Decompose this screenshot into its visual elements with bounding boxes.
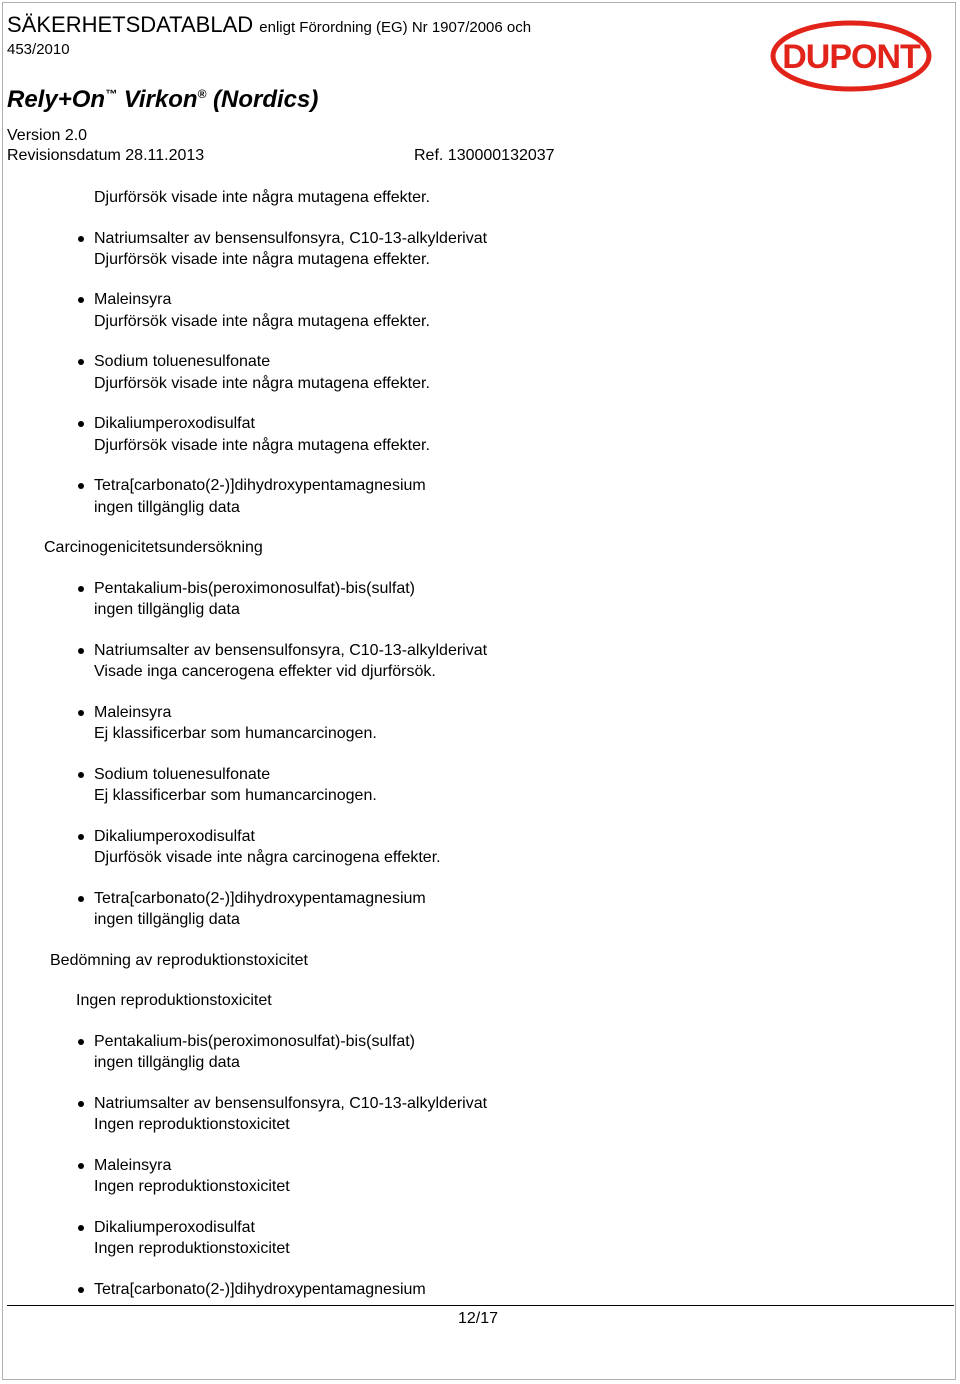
logo-text: DUPONT [782, 38, 920, 76]
bullet-icon [78, 586, 84, 592]
dupont-logo [770, 20, 932, 92]
mutagen-result-5: ingen tillgänglig data [94, 499, 240, 516]
carc-substance-1: Pentakalium-bis(peroximonosulfat)-bis(sulfat) [94, 580, 416, 597]
bullet-icon [78, 648, 84, 654]
carc-substance-4: Sodium toluenesulfonate [94, 766, 271, 783]
carc-result-6: ingen tillgänglig data [94, 911, 240, 928]
carc-substance-3: Maleinsyra [94, 704, 172, 721]
mutagen-substance-1: Natriumsalter av bensensulfonsyra, C10-13-alkylderivat [94, 230, 488, 247]
repro-result-4: Ingen reproduktionstoxicitet [94, 1240, 290, 1257]
carc-substance-5: Dikaliumperoxodisulfat [94, 828, 255, 845]
bullet-icon [78, 710, 84, 716]
document-title [7, 12, 531, 38]
mutagen-result-3: Djurförsök visade inte några mutagena effekter. [94, 375, 430, 392]
mutagen-summary-text: Djurförsök visade inte några mutagena effekter. [94, 189, 430, 206]
reference-number: Ref. 130000132037 [414, 147, 555, 164]
carc-result-2: Visade inga cancerogena effekter vid djurförsök. [94, 663, 436, 680]
product-name [7, 86, 318, 114]
bullet-icon [78, 1287, 84, 1293]
bullet-icon [78, 421, 84, 427]
bullet-icon [78, 834, 84, 840]
mutagen-result-2: Djurförsök visade inte några mutagena effekter. [94, 313, 430, 330]
repro-substance-2: Natriumsalter av bensensulfonsyra, C10-13-alkylderivat [94, 1095, 488, 1112]
repro-substance-4: Dikaliumperoxodisulfat [94, 1219, 255, 1236]
repro-result-1: ingen tillgänglig data [94, 1054, 240, 1071]
bullet-icon [78, 1163, 84, 1169]
mutagen-result-4: Djurförsök visade inte några mutagena effekter. [94, 437, 430, 454]
bullet-icon [78, 297, 84, 303]
registered-mark: ® [197, 87, 207, 101]
carc-substance-2: Natriumsalter av bensensulfonsyra, C10-13-alkylderivat [94, 642, 488, 659]
bullet-icon [78, 772, 84, 778]
carc-result-4: Ej klassificerbar som humancarcinogen. [94, 787, 377, 804]
repro-substance-3: Maleinsyra [94, 1157, 172, 1174]
trademark-mark: ™ [105, 87, 118, 101]
bullet-icon [78, 896, 84, 902]
footer-divider [7, 1305, 954, 1306]
carcinogenicity-heading: Carcinogenicitetsundersökning [44, 539, 263, 556]
regulation-text: enligt Förordning (EG) Nr 1907/2006 och [259, 19, 532, 36]
regulation-number: 453/2010 [7, 41, 70, 58]
product-region: (Nordics) [213, 86, 319, 113]
bullet-icon [78, 1225, 84, 1231]
version-label: Version 2.0 [7, 127, 88, 144]
repro-result-2: Ingen reproduktionstoxicitet [94, 1116, 290, 1133]
carc-substance-6: Tetra[carbonato(2-)]dihydroxypentamagnesium [94, 890, 426, 907]
product-name-part2: Virkon [123, 86, 198, 113]
bullet-icon [78, 1101, 84, 1107]
repro-result-3: Ingen reproduktionstoxicitet [94, 1178, 290, 1195]
mutagen-substance-2: Maleinsyra [94, 291, 172, 308]
product-name-part1: Rely+On [7, 86, 106, 113]
mutagen-substance-4: Dikaliumperoxodisulfat [94, 415, 255, 432]
reproduction-heading: Bedömning av reproduktionstoxicitet [50, 952, 308, 969]
page-number: 12/17 [458, 1310, 499, 1327]
revision-date: Revisionsdatum 28.11.2013 [7, 147, 205, 164]
reproduction-summary: Ingen reproduktionstoxicitet [76, 992, 272, 1009]
carc-result-5: Djurfösök visade inte några carcinogena effekter. [94, 849, 441, 866]
mutagen-substance-3: Sodium toluenesulfonate [94, 353, 271, 370]
repro-substance-5: Tetra[carbonato(2-)]dihydroxypentamagnesium [94, 1281, 426, 1298]
mutagen-result-1: Djurförsök visade inte några mutagena effekter. [94, 251, 430, 268]
repro-substance-1: Pentakalium-bis(peroximonosulfat)-bis(sulfat) [94, 1033, 416, 1050]
bullet-icon [78, 483, 84, 489]
carc-result-1: ingen tillgänglig data [94, 601, 240, 618]
bullet-icon [78, 359, 84, 365]
doc-title-text: SÄKERHETSDATABLAD [7, 12, 254, 37]
mutagen-substance-5: Tetra[carbonato(2-)]dihydroxypentamagnesium [94, 477, 426, 494]
bullet-icon [78, 236, 84, 242]
bullet-icon [78, 1039, 84, 1045]
carc-result-3: Ej klassificerbar som humancarcinogen. [94, 725, 377, 742]
